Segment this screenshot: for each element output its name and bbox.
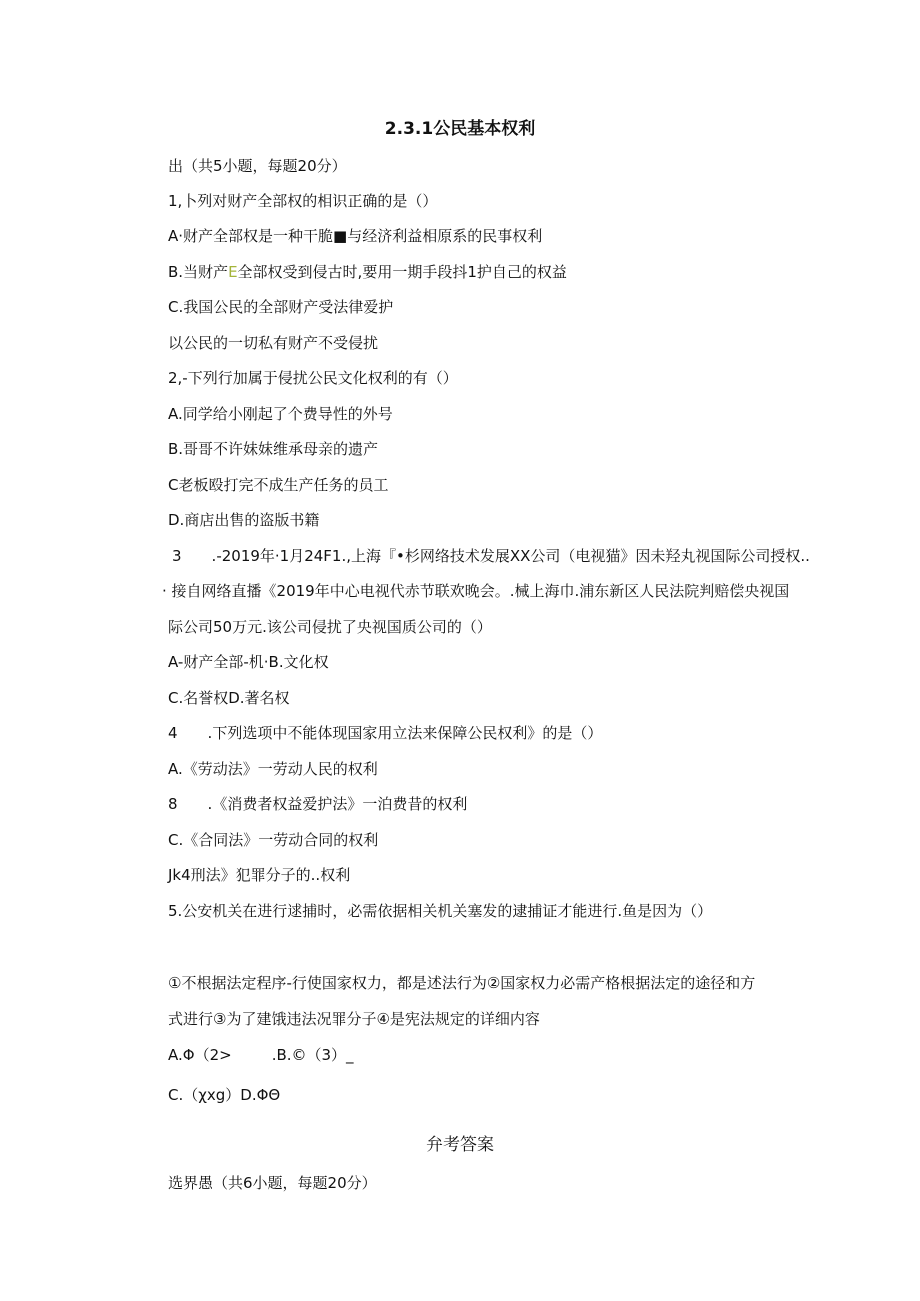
q1-option-b-text-1: B.当财产 [168,263,229,281]
q1-option-a: A·财产全部权是一种干脆■与经济利益相原系的民事权利 [168,227,543,245]
q4-option-b-number: 8 [168,795,178,813]
q2-option-d: D.商店出售的盗版书籍 [168,511,320,529]
q5-option-a: A.Φ（2> [168,1046,232,1064]
q4-option-b-text: .《消费者权益爱护法》一泊费昔的权利 [207,795,468,813]
q4-option-a: A.《劳动法》一劳动人民的权利 [168,760,378,778]
q5-options-ab [168,1045,354,1065]
answer-header: 选界愚（共6小题，每题20分） [168,1174,377,1192]
q3-stem-line-3: 际公司50万元.该公司侵扰了央视国质公司的（） [168,618,492,636]
q3-options-cd: C.名誉权D.著名权 [168,689,290,707]
q1-stem: 1,卜列对财产全部权的相识正确的是（） [168,192,438,210]
q5-stem: 5.公安机关在进行逑捕时，必需依据相关机关塞发的逮捕证才能进行.鱼是因为（） [168,902,713,920]
q5-option-b: .B.©（3）_ [271,1046,354,1064]
q4-number: 4 [168,724,178,742]
page-title: 2.3.1公民基本权利 [384,119,536,139]
q4-option-b [168,794,467,814]
q5-choices-line-1: ①不根据法定程序-行使国家权力，都是述法行为②国家权力必需产格根据法定的途径和方 [168,974,756,992]
q2-option-b: B.哥哥不许妹妹维承母亲的遗产 [168,440,379,458]
q3-stem-line-2: · 接自网络直播《2019年中心电视代赤节联欢晚会。.械上海巾.浦东新区人民法院判赔偿央视国 [162,582,790,600]
q5-options-cd: C.（χxg）D.ΦΘ [168,1086,281,1104]
q3-stem-line-1 [172,546,810,566]
section-header: 出（共5小题，每题20分） [168,157,347,175]
q1-option-d: 以公民的一切私有财产不受侵扰 [168,334,379,352]
q5-choices-line-2: 式进行③为了建饿违法况罪分子④是宪法规定的详细内容 [168,1010,540,1028]
q1-option-b [168,262,567,282]
q1-option-c: C.我国公民的全部财产受法律爱护 [168,298,394,316]
q2-option-a: A.同学给小刚起了个费导性的外号 [168,405,393,423]
q3-stem-text-1: .-2019年·1月24F1.,上海『•杉网络技术发展XX公司（电视猫》因未羟丸视国际公司授权.. [211,547,810,565]
q2-stem: 2,-下列行加属于侵扰公民文化权利的有（） [168,369,458,387]
q2-option-c: C老板殴打完不成生产任务的员工 [168,476,389,494]
q3-options-ab: A-财产全部-机·B.文化权 [168,653,329,671]
q1-option-b-mark: E [228,263,238,281]
q4-stem [168,723,602,743]
q4-stem-text: .下列选项中不能体现国家用立法来保障公民权利》的是（） [207,724,603,742]
answer-title: 弁考答案 [426,1135,494,1155]
q1-option-b-text-2: 全部权受到侵古时,要用一期手段抖1护自己的权益 [237,263,567,281]
q4-option-c: C.《合同法》一劳动合同的权利 [168,831,379,849]
q4-option-d: Jk4刑法》犯罪分子的..权利 [168,866,351,884]
q3-number: 3 [172,547,182,565]
